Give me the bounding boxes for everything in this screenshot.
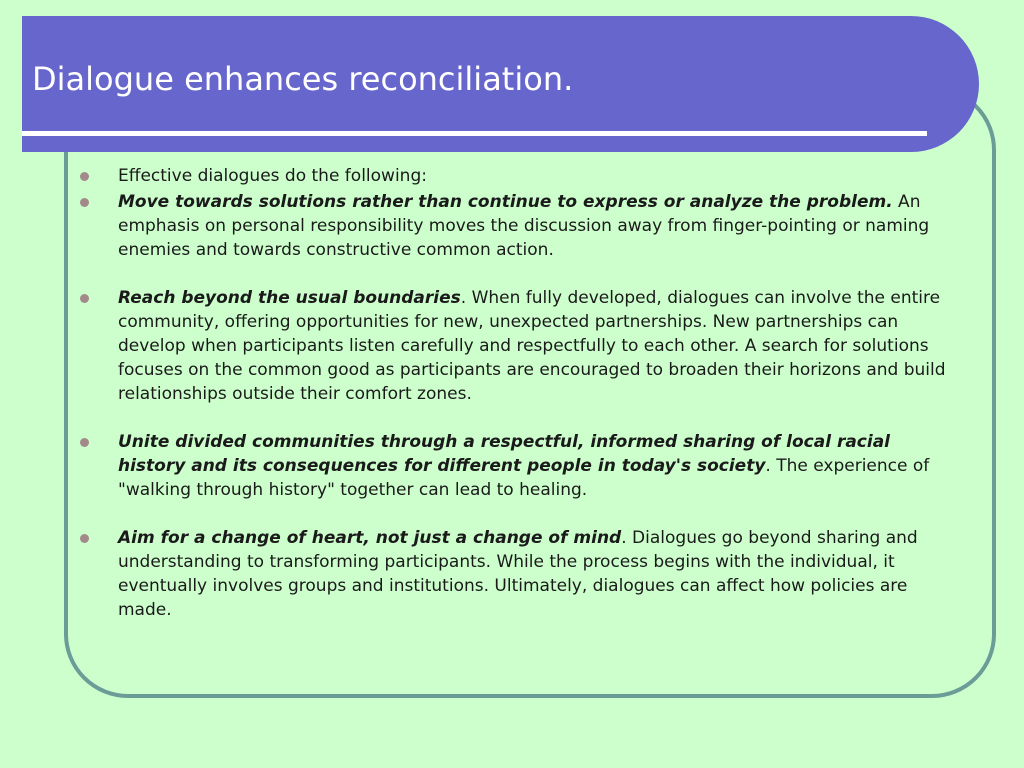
bullet-item — [78, 526, 948, 622]
bullet-text: . When fully developed, dialogues can involve the entire community, offering opportunities for new, unexpected partnerships. New partnerships can develop when participants listen carefully and respectfully to each other. A search for solutions focuses on the common good as participants are encouraged to broaden their horizons and build relationships outside their comfort zones. — [118, 288, 946, 404]
title-underline — [22, 131, 927, 136]
bullet-dot-icon — [80, 438, 89, 447]
bullet-dot-icon — [80, 172, 89, 181]
bullet-dot-icon — [80, 294, 89, 303]
bullet-lead: Move towards solutions rather than continue to express or analyze the problem. — [118, 192, 893, 212]
bullet-item — [78, 164, 948, 188]
slide-title: Dialogue enhances reconciliation. — [32, 60, 574, 98]
bullet-lead: Aim for a change of heart, not just a change of mind — [118, 528, 622, 548]
bullet-lead: Reach beyond the usual boundaries — [118, 288, 461, 308]
bullet-dot-icon — [80, 534, 89, 543]
bullet-item — [78, 190, 948, 262]
bullet-text: An emphasis on personal responsibility moves the discussion away from finger-pointing or naming enemies and towards constructive common action. — [118, 192, 930, 260]
bullet-dot-icon — [80, 198, 89, 207]
bullet-text: Effective dialogues do the following: — [118, 166, 427, 186]
bullet-item — [78, 286, 948, 406]
bullet-lead: Unite divided communities through a respectful, informed sharing of local racial history and its consequences for different people in today's society — [118, 432, 891, 476]
bullet-text: . The experience of "walking through history" together can lead to healing. — [118, 456, 930, 500]
bullet-item — [78, 430, 948, 502]
bullet-list — [78, 164, 948, 646]
bullet-text: . Dialogues go beyond sharing and understanding to transforming participants. While the process begins with the individual, it eventually involves groups and institutions. Ultimately, dialogues can affect how policies are made. — [118, 528, 918, 620]
